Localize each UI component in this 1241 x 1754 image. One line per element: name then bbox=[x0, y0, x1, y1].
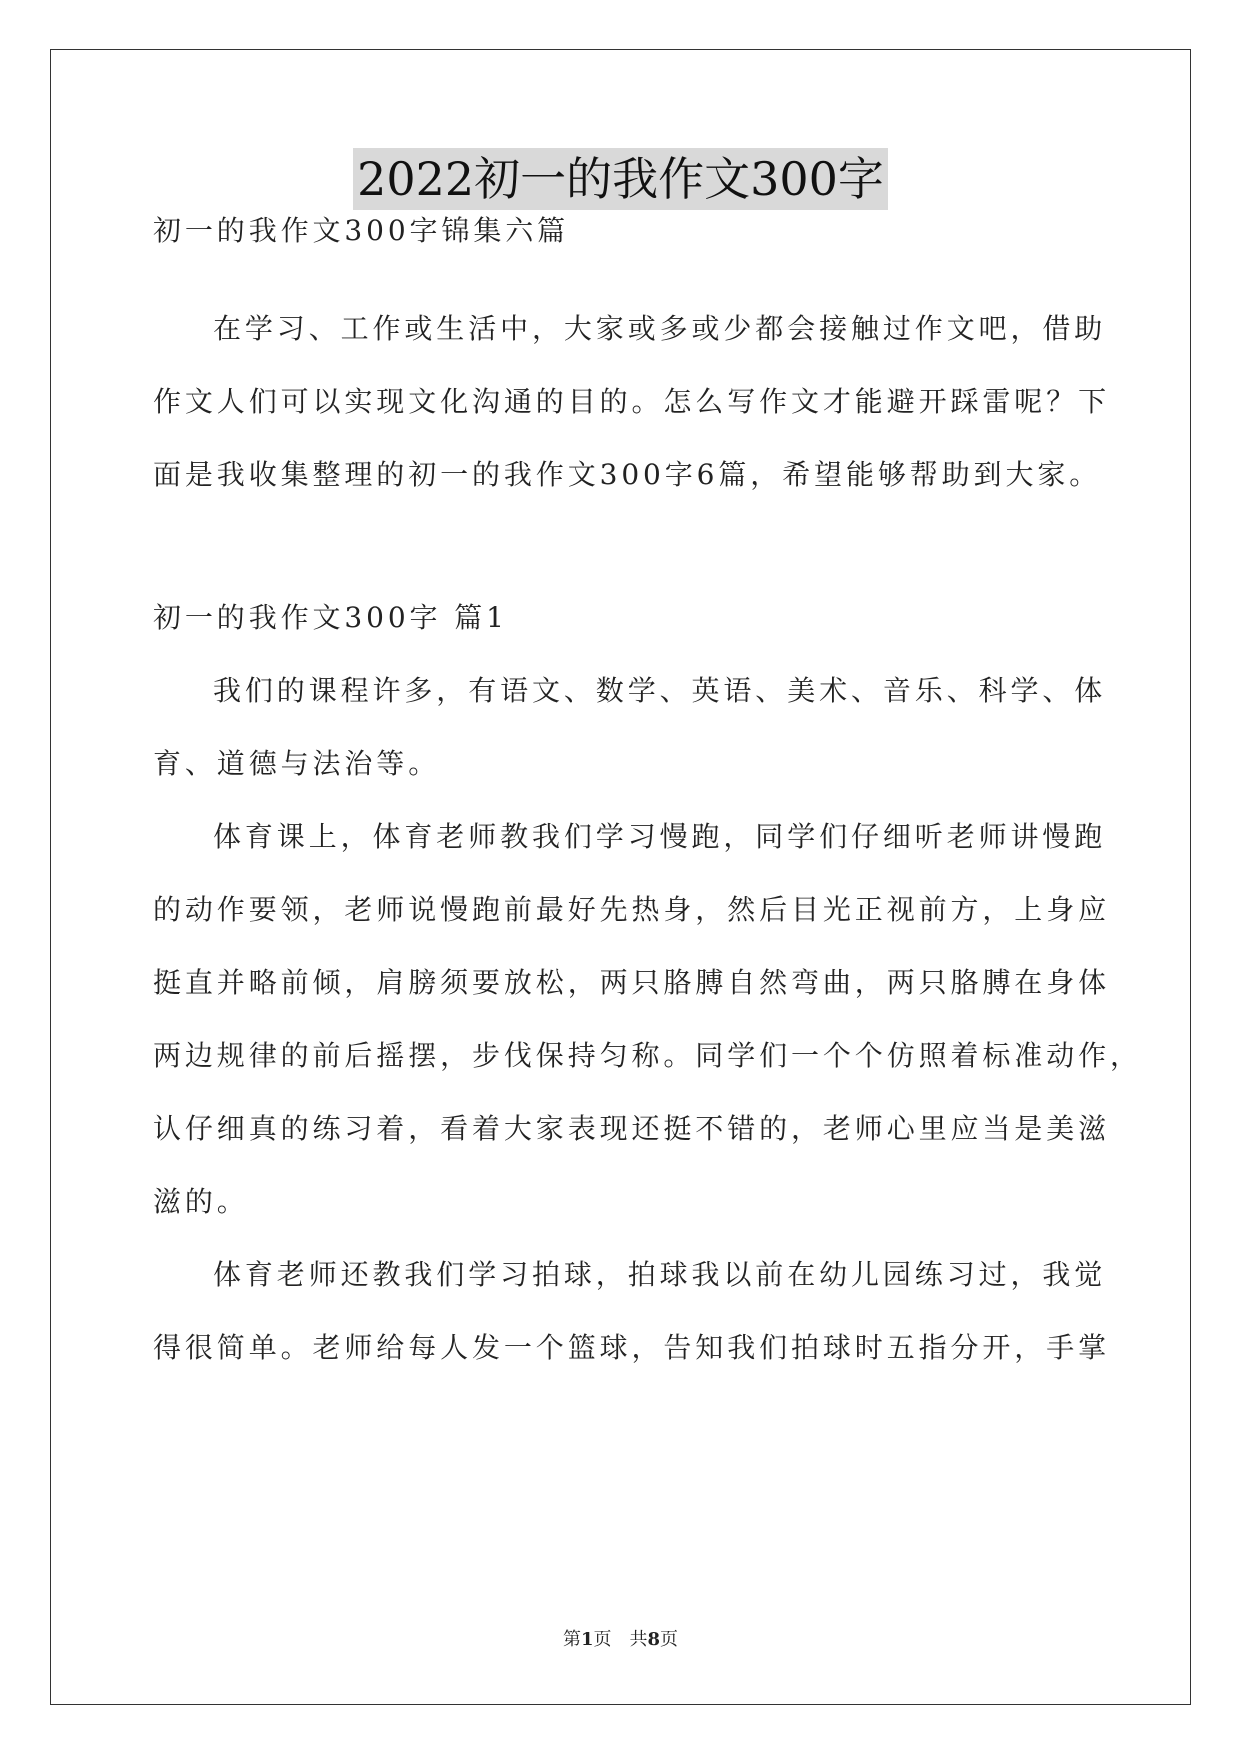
body-line-2: 育、道德与法治等。 bbox=[153, 747, 441, 780]
page-border bbox=[50, 49, 1191, 1705]
title-container bbox=[0, 148, 1241, 210]
footer-page-prefix: 第 bbox=[562, 1629, 581, 1650]
document-subtitle: 初一的我作文300字锦集六篇 bbox=[153, 214, 570, 247]
footer-page-total: 8 bbox=[647, 1629, 661, 1650]
intro-line-2: 作文人们可以实现文化沟通的目的。怎么写作文才能避开踩雷呢？下 bbox=[153, 385, 1111, 418]
intro-line-3: 面是我收集整理的初一的我作文300字6篇，希望能够帮助到大家。 bbox=[153, 458, 1102, 491]
body-line-3: 体育课上，体育老师教我们学习慢跑，同学们仔细听老师讲慢跑 bbox=[213, 820, 1107, 853]
footer-page-mid: 页 bbox=[593, 1629, 612, 1650]
body-line-5: 挺直并略前倾，肩膀须要放松，两只胳膊自然弯曲，两只胳膊在身体 bbox=[153, 966, 1111, 999]
page-footer bbox=[0, 1628, 1241, 1652]
body-line-1: 我们的课程许多，有语文、数学、英语、美术、音乐、科学、体 bbox=[213, 674, 1107, 707]
body-line-6: 两边规律的前后摇摆，步伐保持匀称。同学们一个个仿照着标准动作， bbox=[153, 1039, 1142, 1072]
body-line-7: 认仔细真的练习着，看着大家表现还挺不错的，老师心里应当是美滋 bbox=[153, 1112, 1111, 1145]
footer-total-suffix: 页 bbox=[660, 1629, 679, 1650]
section-heading: 初一的我作文300字 篇1 bbox=[153, 601, 508, 634]
document-title: 2022初一的我作文300字 bbox=[353, 148, 888, 210]
body-line-4: 的动作要领，老师说慢跑前最好先热身，然后目光正视前方，上身应 bbox=[153, 893, 1111, 926]
body-line-10: 得很简单。老师给每人发一个篮球，告知我们拍球时五指分开，手掌 bbox=[153, 1331, 1111, 1364]
footer-page-current: 1 bbox=[580, 1629, 594, 1650]
body-line-8: 滋的。 bbox=[153, 1185, 249, 1218]
footer-total-prefix: 共 bbox=[629, 1629, 648, 1650]
intro-line-1: 在学习、工作或生活中，大家或多或少都会接触过作文吧，借助 bbox=[213, 312, 1107, 345]
body-line-9: 体育老师还教我们学习拍球，拍球我以前在幼儿园练习过，我觉 bbox=[213, 1258, 1107, 1291]
